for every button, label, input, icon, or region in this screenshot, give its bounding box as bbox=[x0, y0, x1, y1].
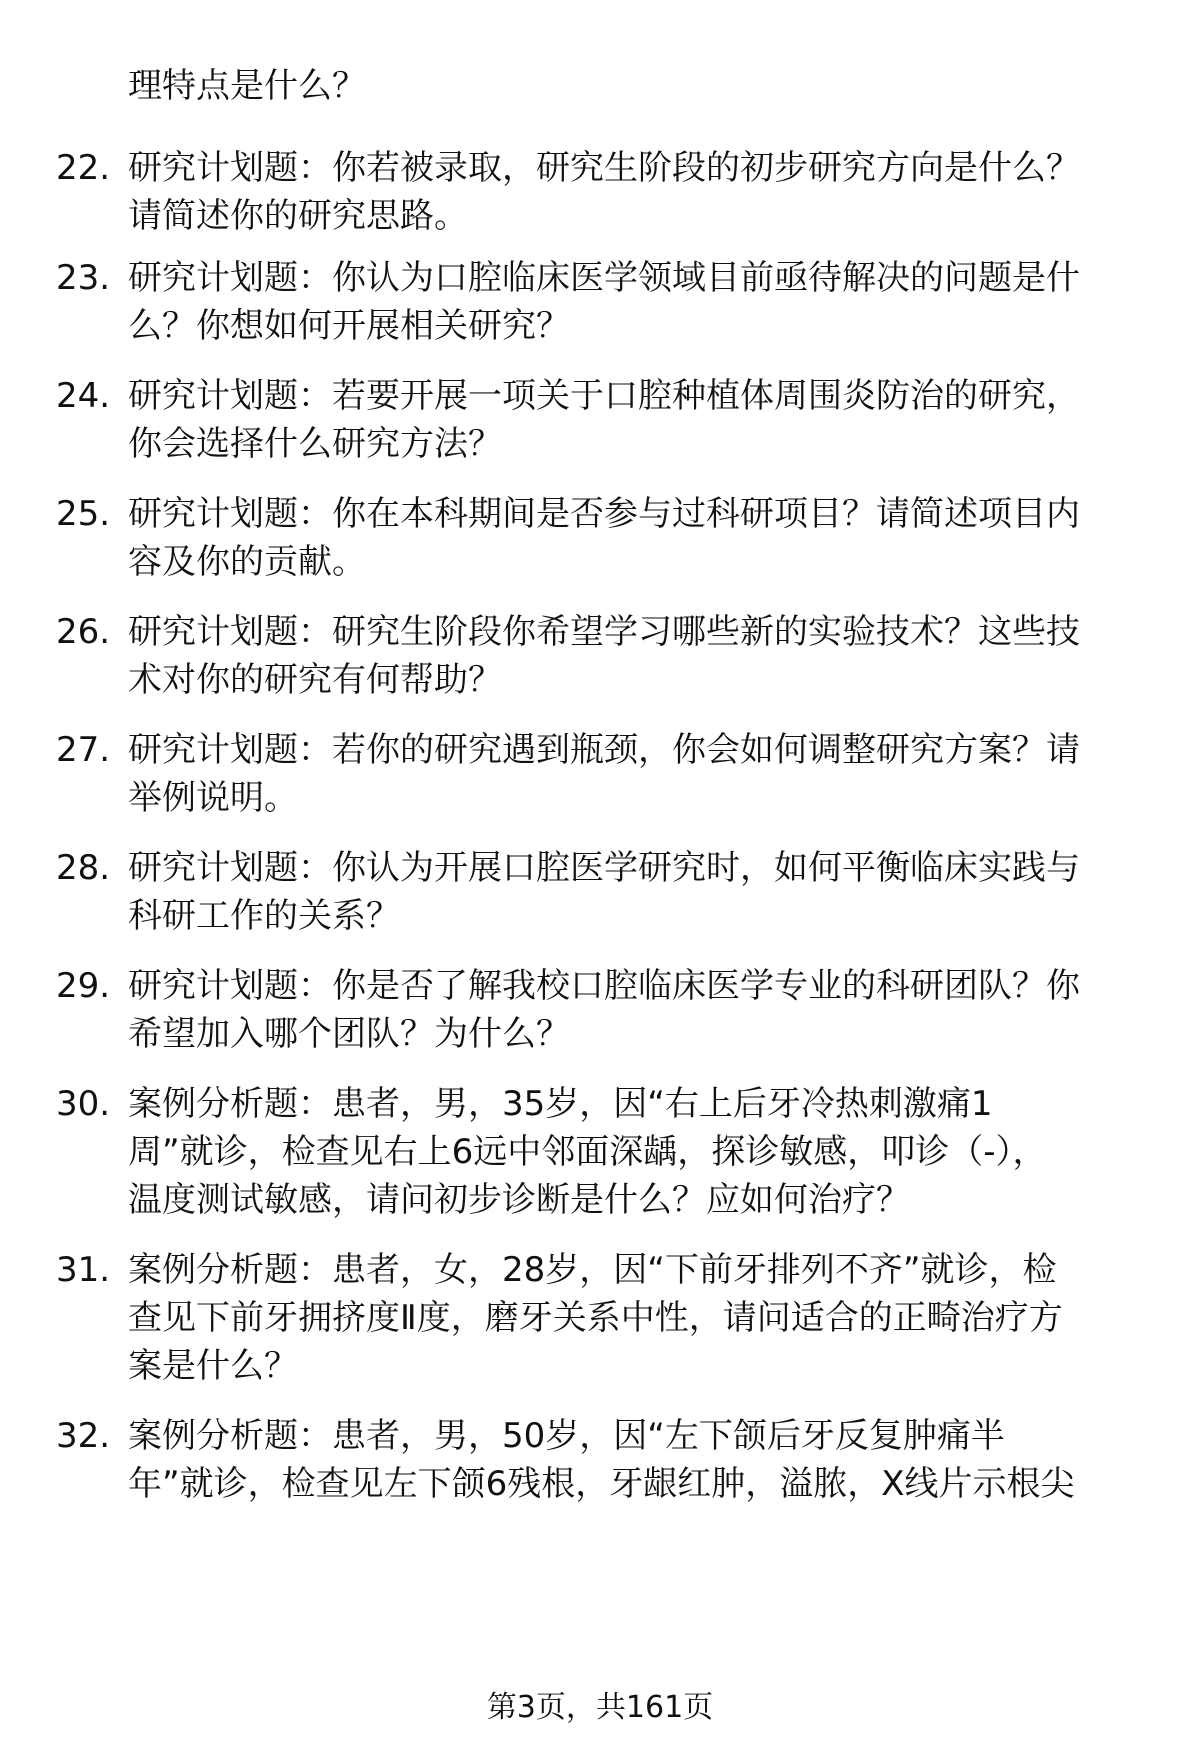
item-number: 22. bbox=[56, 148, 111, 188]
item-text bbox=[128, 144, 1148, 240]
item-text-line: 研究计划题：若要开展一项关于口腔种植体周围炎防治的研究， bbox=[128, 376, 1080, 416]
item-text-line: 周”就诊，检查见右上6远中邻面深龋，探诊敏感，叩诊（-）， bbox=[128, 1132, 1047, 1172]
item-number: 30. bbox=[56, 1084, 111, 1124]
item-text bbox=[128, 254, 1148, 350]
item-text-line: 案例分析题：患者，女，28岁，因“下前牙排列不齐”就诊，检 bbox=[128, 1250, 1057, 1290]
item-text-line: 年”就诊，检查见左下颌6残根，牙龈红肿，溢脓，X线片示根尖 bbox=[128, 1464, 1075, 1504]
item-text-line: 研究计划题：若你的研究遇到瓶颈，你会如何调整研究方案？请 bbox=[128, 730, 1080, 770]
item-number: 26. bbox=[56, 612, 111, 652]
item-number: 23. bbox=[56, 258, 111, 298]
item-text-line: 么？你想如何开展相关研究？ bbox=[128, 306, 570, 346]
item-number: 25. bbox=[56, 494, 111, 534]
item-text-line: 温度测试敏感，请问初步诊断是什么？应如何治疗？ bbox=[128, 1180, 910, 1220]
item-text-line: 你会选择什么研究方法？ bbox=[128, 424, 502, 464]
item-text-line: 案例分析题：患者，男，50岁，因“左下颌后牙反复肿痛半 bbox=[128, 1416, 1005, 1456]
item-text-line: 术对你的研究有何帮助？ bbox=[128, 660, 502, 700]
item-text-line: 研究计划题：你若被录取，研究生阶段的初步研究方向是什么？ bbox=[128, 148, 1080, 188]
item-text bbox=[128, 1412, 1148, 1508]
item-text bbox=[128, 726, 1148, 822]
item-text-line: 科研工作的关系？ bbox=[128, 896, 400, 936]
item-text bbox=[128, 372, 1148, 468]
page-footer: 第3页，共161页 bbox=[486, 1690, 714, 1725]
item-text bbox=[128, 844, 1148, 940]
item-text-line: 研究计划题：研究生阶段你希望学习哪些新的实验技术？这些技 bbox=[128, 612, 1080, 652]
item-number: 27. bbox=[56, 730, 111, 770]
item-text bbox=[128, 1080, 1148, 1224]
item-text bbox=[128, 1246, 1148, 1390]
item-text bbox=[128, 962, 1148, 1058]
item-text-line: 容及你的贡献。 bbox=[128, 542, 366, 582]
item-text-line: 研究计划题：你是否了解我校口腔临床医学专业的科研团队？你 bbox=[128, 966, 1080, 1006]
item-text bbox=[128, 490, 1148, 586]
item-number: 31. bbox=[56, 1250, 111, 1290]
item-text-line: 案是什么？ bbox=[128, 1346, 298, 1386]
item-number: 24. bbox=[56, 376, 111, 416]
item-text-line: 请简述你的研究思路。 bbox=[128, 196, 468, 236]
item-text-line: 研究计划题：你认为口腔临床医学领域目前亟待解决的问题是什 bbox=[128, 258, 1080, 298]
item-number: 29. bbox=[56, 966, 111, 1006]
item-number: 28. bbox=[56, 848, 111, 888]
item-text-line: 研究计划题：你认为开展口腔医学研究时，如何平衡临床实践与 bbox=[128, 848, 1080, 888]
item-text-line: 查见下前牙拥挤度Ⅱ度，磨牙关系中性，请问适合的正畸治疗方 bbox=[128, 1298, 1063, 1338]
item-text-line: 案例分析题：患者，男，35岁，因“右上后牙冷热刺激痛1 bbox=[128, 1084, 993, 1124]
item-number: 32. bbox=[56, 1416, 111, 1456]
item-text-line: 举例说明。 bbox=[128, 778, 298, 818]
item-text-line: 希望加入哪个团队？为什么？ bbox=[128, 1014, 570, 1054]
continued-line: 理特点是什么？ bbox=[128, 66, 366, 106]
item-text-line: 研究计划题：你在本科期间是否参与过科研项目？请简述项目内 bbox=[128, 494, 1080, 534]
item-text bbox=[128, 608, 1148, 704]
